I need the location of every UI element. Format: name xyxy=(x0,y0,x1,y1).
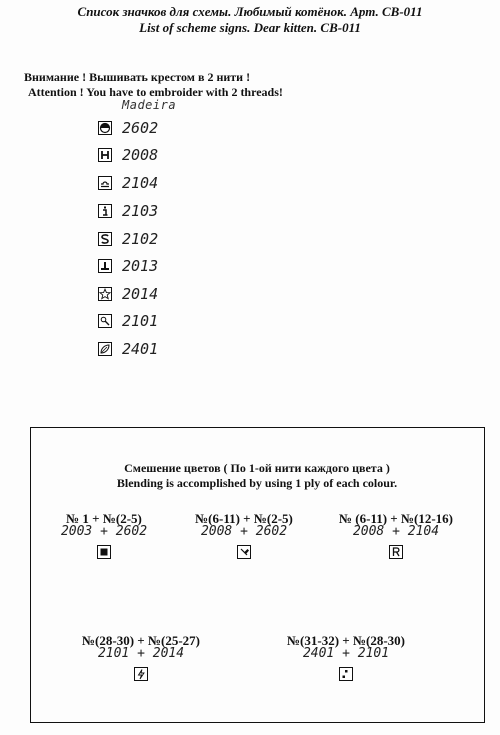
two-dots-icon xyxy=(339,667,353,681)
letter-r-icon xyxy=(389,545,403,559)
legend-code: 2014 xyxy=(122,285,159,303)
blend-item xyxy=(179,511,309,564)
lightning-icon xyxy=(134,667,148,681)
legend-code: 2103 xyxy=(122,202,159,220)
blend-codes: 2003 + 2602 xyxy=(60,524,148,539)
page-title-ru: Список значков для схемы. Любимый котёнок. Арт. СВ-011 xyxy=(77,4,423,19)
legend-row xyxy=(0,285,300,305)
page-title-en: List of scheme signs. Dear kitten. CB-011 xyxy=(139,20,361,35)
legend-code: 2102 xyxy=(122,230,159,248)
blend-item xyxy=(49,511,159,564)
blend-codes: 2101 + 2014 xyxy=(97,646,185,661)
outline-star-icon xyxy=(98,287,112,301)
blend-item xyxy=(276,633,416,686)
blend-codes: 2008 + 2602 xyxy=(200,524,288,539)
thread-brand-label: Madeira xyxy=(122,98,177,112)
legend-code: 2008 xyxy=(122,146,159,164)
legend-row xyxy=(0,230,300,250)
attention-text-en: Attention ! You have to embroider with 2 threads! xyxy=(28,85,283,99)
legend-row xyxy=(0,312,300,332)
filled-square-icon xyxy=(97,545,111,559)
blend-formula: № (6-11) + №(12-16) xyxy=(338,511,454,526)
blending-title-ru: Смешение цветов ( По 1-ой нити каждого цвета ) xyxy=(124,461,390,475)
hammer-icon xyxy=(237,545,251,559)
libra-icon xyxy=(98,176,112,190)
magnifier-icon xyxy=(98,314,112,328)
legend-code: 2013 xyxy=(122,257,159,275)
half-filled-circle-icon xyxy=(98,121,112,135)
legend-row xyxy=(0,340,300,360)
blending-title-en: Blending is accomplished by using 1 ply of each colour. xyxy=(116,476,398,490)
legend-row xyxy=(0,174,300,194)
blend-formula: №(6-11) + №(2-5) xyxy=(195,511,293,526)
legend-code: 2101 xyxy=(122,312,159,330)
legend-row xyxy=(0,202,300,222)
legend-code: 2401 xyxy=(122,340,159,358)
letter-s-icon xyxy=(98,232,112,246)
blend-formula: №(28-30) + №(25-27) xyxy=(81,633,200,648)
blend-formula: № 1 + №(2-5) xyxy=(66,511,142,526)
legend-row xyxy=(0,146,300,166)
legend-code: 2104 xyxy=(122,174,159,192)
legend-row xyxy=(0,119,300,139)
legend-row xyxy=(0,257,300,277)
h-bar-icon xyxy=(98,148,112,162)
pedestal-icon xyxy=(98,259,112,273)
blend-item xyxy=(321,511,471,564)
legend-code: 2602 xyxy=(122,119,159,137)
info-i-icon xyxy=(98,204,112,218)
leaf-icon xyxy=(98,342,112,356)
blend-codes: 2401 + 2101 xyxy=(302,646,390,661)
blending-panel xyxy=(30,427,485,723)
blend-codes: 2008 + 2104 xyxy=(352,524,440,539)
blend-item xyxy=(71,633,211,686)
attention-text-ru: Внимание ! Вышивать крестом в 2 нити ! xyxy=(24,70,251,84)
blend-formula: №(31-32) + №(28-30) xyxy=(286,633,405,648)
